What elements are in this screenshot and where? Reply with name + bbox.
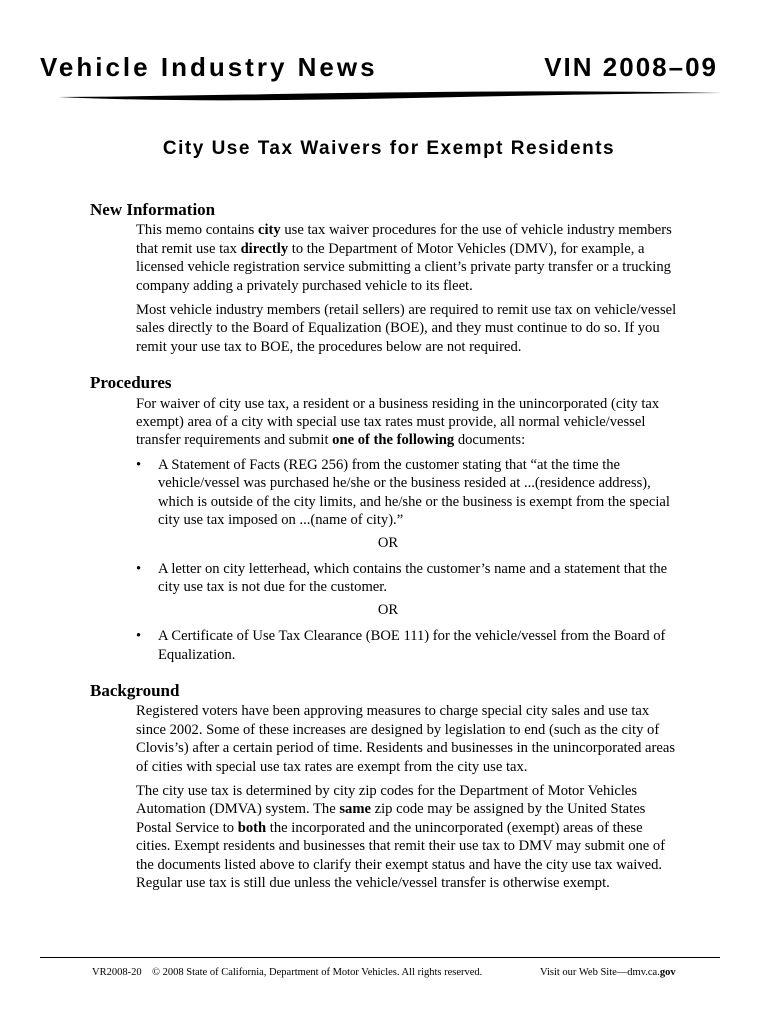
background-paragraph-2: The city use tax is determined by city zip codes for the Department of Motor Vehicles Automation (DMVA) system. The same zip code may be assigned by the United States Postal Service to both the incorporated and the unincorporated (exempt) areas of these cities. Exempt residents and businesses that remit their use tax to DMV may submit one of the documents listed above to clarify their exempt status and have the city use tax waived. Regular use tax is still due unless the vehicle/vessel transfer is otherwise exempt. [136, 782, 666, 891]
list-item: • A letter on city letterhead, which contains the customer’s name and a statement that the city use tax is not due for the customer. [136, 560, 668, 596]
masthead-swoosh [58, 84, 722, 110]
bullet-icon: • [136, 628, 142, 645]
background-heading: Background [90, 680, 180, 700]
memo-title: City Use Tax Waivers for Exempt Residents [162, 138, 616, 159]
footer-divider [40, 957, 720, 958]
footer-copyright: © 2008 State of California, Department of Motor Vehicles. All rights reserved. [152, 967, 483, 978]
new-information-section [90, 201, 680, 356]
list-item: • A Statement of Facts (REG 256) from the customer stating that “at the time the vehicle/vessel was purchased he/she or the business resided at ...(residence address), which is outside of the city limits, and he/she or the business is exempt from the special city use tax imposed on ...(name of city).” [136, 456, 670, 529]
background-paragraph-1: Registered voters have been approving measures to charge special city sales and use tax since 2002. Some of these increases are designed by legislation to end (such as the city of Clovis’s) after a certain period of time. Residents and businesses in the unincorporated areas of cities with special use tax rates are exempt from the city use tax. [136, 703, 675, 775]
new-information-paragraph-1: This memo contains city use tax waiver procedures for the use of vehicle industry members that remit use tax directly to the Department of Motor Vehicles (DMV), for example, a licensed vehicle registration service submitting a client’s private party transfer or a trucking company adding a privately purchased vehicle to its fleet. [136, 222, 672, 294]
memo-body [90, 201, 680, 910]
new-information-paragraph-2: Most vehicle industry members (retail sellers) are required to remit use tax on vehicle/vessel sales directly to the Board of Equalization (BOE), and they must continue to do so. If you remit your use tax to BOE, the procedures below are not required. [136, 302, 677, 355]
procedures-section [90, 374, 680, 664]
issue-number: VIN 2008–09 [544, 52, 718, 82]
procedures-intro: For waiver of city use tax, a resident or a business residing in the unincorporated (city tax exempt) area of a city with special use tax rates must provide, all normal vehicle/vessel transfer requirements and submit one of the following documents: [136, 395, 660, 449]
bullet-icon: • [136, 560, 142, 577]
footer-website-link[interactable]: Visit our Web Site—dmv.ca.gov [540, 967, 676, 978]
bullet-icon: • [136, 456, 142, 473]
or-separator: OR [377, 534, 399, 551]
footer-doc-id: VR2008-20 [92, 967, 142, 978]
or-separator: OR [377, 601, 399, 618]
list-item: • A Certificate of Use Tax Clearance (BOE 111) for the vehicle/vessel from the Board of Equalization. [136, 628, 666, 663]
procedures-heading: Procedures [90, 373, 172, 393]
background-section [90, 682, 680, 892]
new-information-heading: New Information [90, 200, 216, 219]
publication-title: Vehicle Industry News [40, 52, 378, 82]
document-options-list [136, 456, 680, 664]
